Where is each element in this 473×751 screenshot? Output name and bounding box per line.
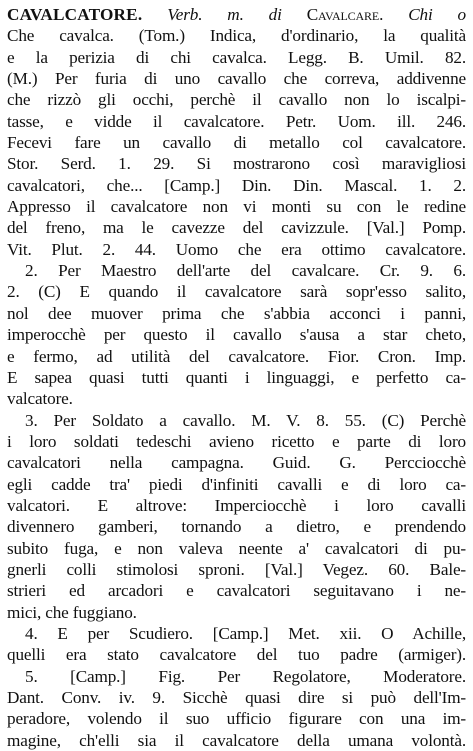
entry-line-8: Stor. Serd. 1. 29. Si mostrarono così maravigliosi <box>7 154 466 174</box>
entry-line-22: cavalcatori nella campagna. Guid. G. Percciocchè <box>7 453 466 473</box>
entry-line-34: peradore, volendo il suo ufficio figurare con una im- <box>7 709 466 729</box>
entry-line-3: e la perizia di chi cavalca. Legg. B. Umil. 82. <box>7 47 466 67</box>
sense-3-line-1: 3. Per Soldato a cavallo. M. V. 8. 55. (C) Perchè <box>25 410 466 430</box>
entry-line-14: 2. (C) E quando il cavalcatore sarà sopr'esso salito, <box>7 282 466 302</box>
sense-2-line-1: 2. Per Maestro dell'arte del cavalcare. Cr. 9. 6. <box>25 261 466 281</box>
entry-line-26: subito fuga, e non valeva neente a' cavalcatori di pu- <box>7 538 466 558</box>
entry-line-7: Fecevi fare un cavallo di metallo col cavalcatore. <box>7 133 466 153</box>
entry-line-31: quelli era stato cavalcatore del tuo padre (armiger). <box>7 645 466 665</box>
entry-line-23: egli cadde tra' piedi d'infiniti cavalli e di loro ca- <box>7 474 466 494</box>
entry-line-10: Appresso il cavalcatore non vi monti su con le redine <box>7 197 466 217</box>
entry-line-18: E sapea quasi tutti quanti i linguaggi, e perfetto ca- <box>7 367 466 387</box>
entry-line-4: (M.) Per furia di uno cavallo che correva, addivenne <box>7 69 466 89</box>
headword: CAVALCATORE. <box>7 5 143 24</box>
entry-line-15: nol dee muover prima che s'abbia acconci i panni, <box>7 303 466 323</box>
entry-line-9: cavalcatori, che... [Camp.] Din. Din. Mascal. 1. 2. <box>7 175 466 195</box>
sense-4-line-1: 4. E per Scudiero. [Camp.] Met. xii. O Achille, <box>25 623 466 643</box>
entry-line-35: magine, ch'elli sia il cavalcatore della umana volontà. <box>7 730 466 750</box>
entry-line-28: strieri ed arcadori e cavalcatori seguitavano i ne- <box>7 581 466 601</box>
sense-5-line-1: 5. [Camp.] Fig. Per Regolatore, Moderatore. <box>25 666 466 686</box>
entry-line-17: e fermo, ad utilità del cavalcatore. Fior. Cron. Imp. <box>7 346 466 366</box>
entry-line-24: valcatori. E altrove: Imperciocchè i loro cavalli <box>7 495 466 515</box>
entry-line-12: Vit. Plut. 2. 44. Uomo che era ottimo cavalcatore. <box>7 239 466 259</box>
entry-line-5: che rizzò gli occhi, perchè il cavallo non lo iscalpi- <box>7 90 466 110</box>
entry-line-16: imperocchè per questo il cavallo s'ausa a star cheto, <box>7 325 466 345</box>
entry-line-29: mici, che fuggiano. <box>7 602 137 622</box>
entry-line-1: CAVALCATORE. Verb. m. di Cavalcare. Chi o <box>7 5 466 24</box>
entry-line-27: gnerli colli stimolosi sproni. [Val.] Vegez. 60. Bale- <box>7 559 466 579</box>
entry-line-2: Che cavalca. (Tom.) Indica, d'ordinario, la qualità <box>7 26 466 46</box>
entry-line-25: divennero gamberi, tornando a dietro, e prendendo <box>7 517 466 537</box>
entry-line-33: Dant. Conv. iv. 9. Sicchè quasi dire si può dell'Im- <box>7 688 466 707</box>
entry-line-6: tasse, e vidde il cavalcatore. Petr. Uom. ill. 246. <box>7 111 466 131</box>
entry-line-19: valcatore. <box>7 389 73 409</box>
entry-line-11: del freno, ma le cavezze del cavizzule. [Val.] Pomp. <box>7 218 466 238</box>
entry-line-21: i loro soldati tedeschi avieno ricetto e parte di loro <box>7 431 466 451</box>
